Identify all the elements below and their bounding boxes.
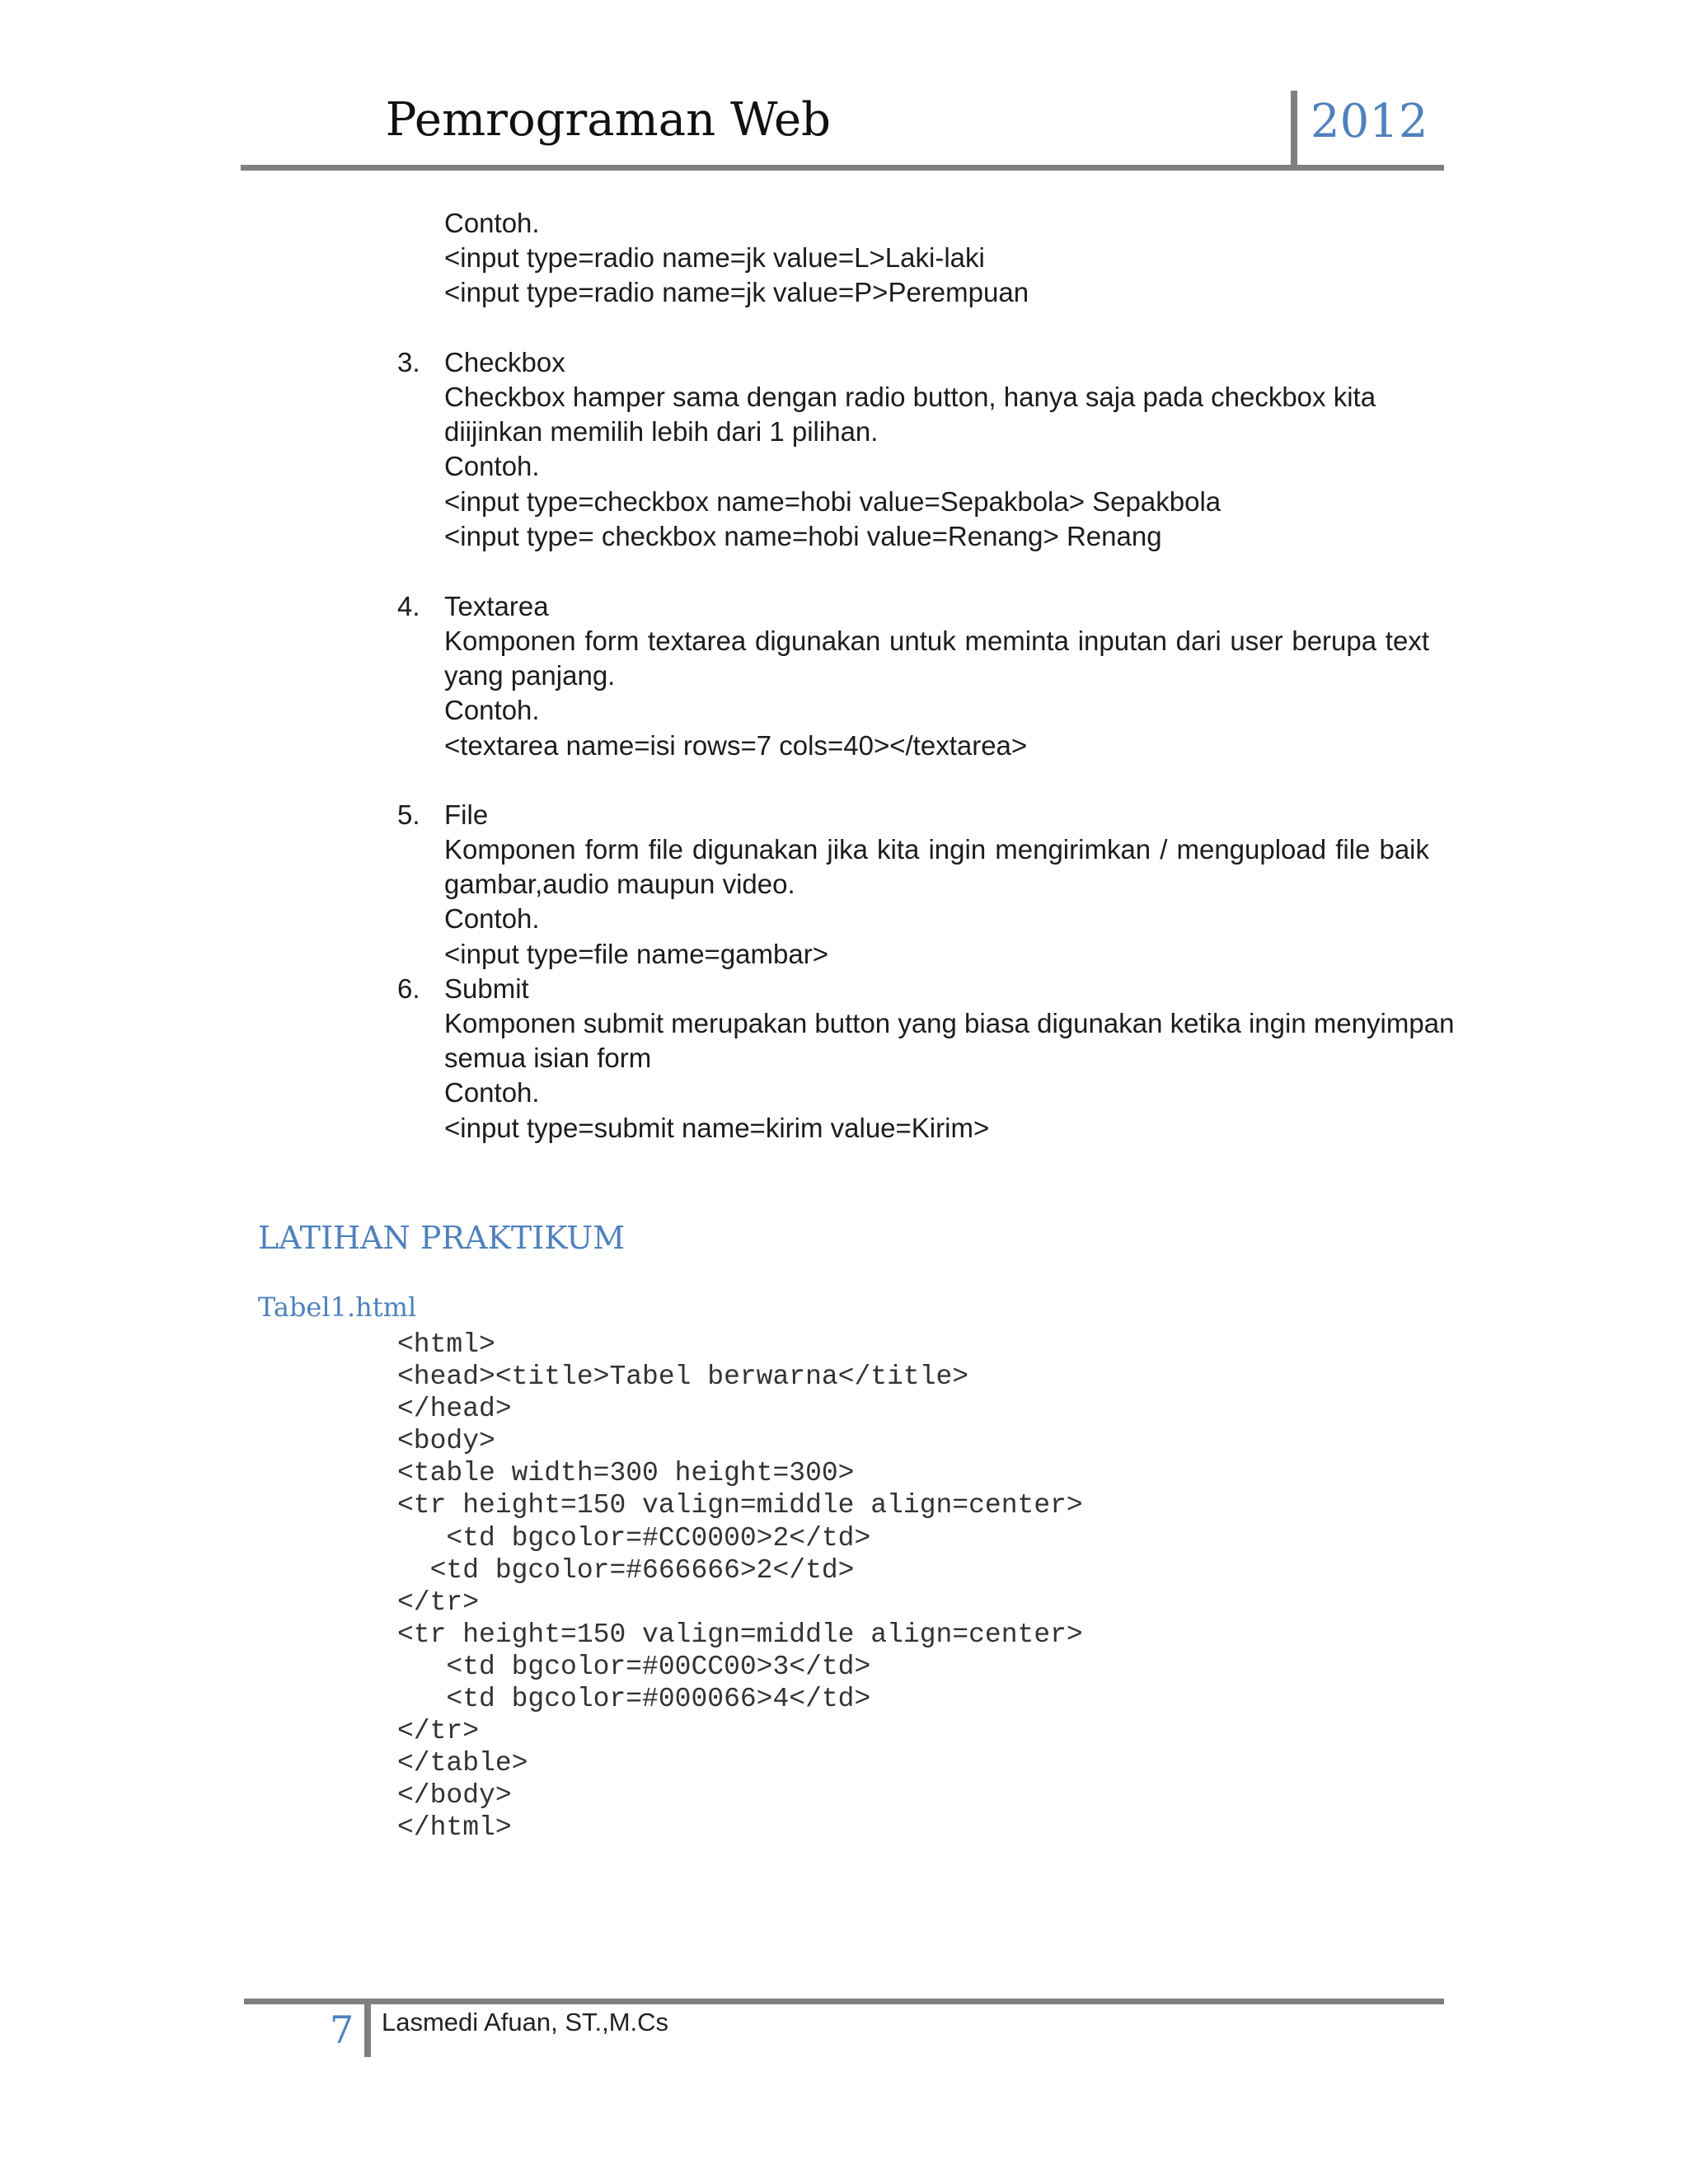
- example-label: Contoh.: [444, 903, 540, 934]
- header-rule: [241, 165, 1444, 171]
- footer-divider: [364, 2004, 371, 2057]
- header-title: Pemrograman Web: [385, 93, 831, 147]
- list-number: 3.: [397, 347, 420, 377]
- file-subheading: Tabel1.html: [258, 1291, 417, 1323]
- item-description: Komponen form file digunakan jika kita ingin mengirimkan / mengupload file baik: [444, 834, 1429, 865]
- radio-example-line: <input type=radio name=jk value=P>Perempuan: [444, 277, 1029, 307]
- footer-rule: [244, 1999, 1444, 2004]
- item-title-checkbox: Checkbox: [444, 347, 565, 377]
- section-heading: LATIHAN PRAKTIKUM: [258, 1220, 626, 1256]
- radio-example-line: <input type=radio name=jk value=L>Laki-laki: [444, 242, 985, 273]
- example-label: Contoh.: [444, 451, 540, 481]
- example-label: Contoh.: [444, 695, 540, 725]
- item-description: semua isian form: [444, 1043, 652, 1073]
- item-description: Komponen submit merupakan button yang biasa digunakan ketika ingin menyimpan: [444, 1008, 1455, 1038]
- item-title-textarea: Textarea: [444, 591, 549, 621]
- example-code-line: <input type= checkbox name=hobi value=Renang> Renang: [444, 521, 1162, 551]
- item-title-submit: Submit: [444, 973, 529, 1004]
- list-number: 4.: [397, 591, 420, 621]
- example-code-line: <input type=checkbox name=hobi value=Sepakbola> Sepakbola: [444, 486, 1221, 517]
- radio-example-label: Contoh.: [444, 208, 540, 238]
- item-description: Checkbox hamper sama dengan radio button, hanya saja pada checkbox kita: [444, 382, 1376, 412]
- page-number: 7: [330, 2008, 354, 2052]
- item-description: gambar,audio maupun video.: [444, 869, 795, 899]
- item-description: yang panjang.: [444, 660, 616, 691]
- item-description: diijinkan memilih lebih dari 1 pilihan.: [444, 416, 879, 447]
- example-label: Contoh.: [444, 1077, 540, 1108]
- item-description: Komponen form textarea digunakan untuk meminta inputan dari user berupa text: [444, 626, 1429, 656]
- list-number: 6.: [397, 973, 420, 1004]
- header-year: 2012: [1311, 95, 1428, 148]
- footer-author: Lasmedi Afuan, ST.,M.Cs: [382, 2008, 669, 2036]
- example-code-line: <input type=file name=gambar>: [444, 939, 828, 969]
- list-number: 5.: [397, 799, 420, 830]
- header-divider: [1291, 91, 1297, 166]
- example-code-line: <textarea name=isi rows=7 cols=40></textarea>: [444, 730, 1028, 761]
- code-listing: <html> <head><title>Tabel berwarna</title> </head> <body> <table width=300 height=300> <tr height=150 valign=middle align=center> <td bgcolor=#CC0000>2</td> <td bgcolor=#666666>2</td> </tr> <tr height=150 valign=middle align=center> <td bgcolor=#00CC00>3</td> <td bgcolor=#000066>4</td> </tr> </table> </body> </html>: [397, 1329, 1083, 1844]
- item-title-file: File: [444, 799, 489, 830]
- example-code-line: <input type=submit name=kirim value=Kirim>: [444, 1113, 990, 1143]
